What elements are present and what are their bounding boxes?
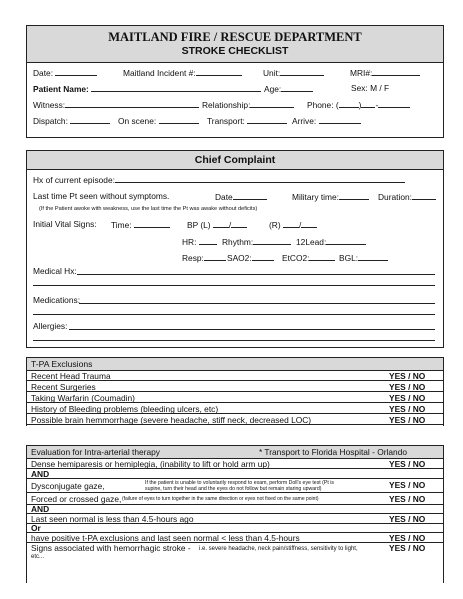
duration-label: Duration: (378, 192, 412, 202)
medications-input[interactable] (79, 303, 435, 304)
bp-left-label: BP (L) (187, 220, 211, 230)
transport-input[interactable] (247, 115, 287, 124)
etco2-input[interactable] (309, 252, 335, 261)
medical-hx-label: Medical Hx: (33, 266, 77, 276)
dispatch-label: Dispatch: (33, 116, 68, 126)
allergies-input[interactable] (69, 329, 435, 330)
phone-line-input[interactable] (378, 99, 410, 108)
tpa-exclusion-answer[interactable]: YES / NO (389, 404, 426, 414)
and-label-2: AND (31, 504, 50, 514)
rhythm-input[interactable] (253, 236, 291, 245)
hemorrhagic-answer[interactable]: YES / NO (389, 543, 426, 553)
hx-input[interactable] (115, 174, 405, 183)
tpa-exclusion-label: History of Bleeding problems (bleeding ulcers, etc) (31, 404, 219, 414)
tpa-header (27, 358, 443, 371)
unit-input[interactable] (280, 67, 324, 76)
row-divider (27, 380, 443, 381)
dolls-note-b: supine, turn their head and the eyes do not follow but remain staring upward) (145, 486, 322, 492)
sao2-label: SAO2: (227, 253, 252, 263)
tpa-exclusions-box (26, 357, 444, 426)
dispatch-input[interactable] (70, 115, 110, 124)
medications-line-2[interactable] (33, 314, 435, 315)
patient-name-input[interactable] (91, 83, 261, 92)
age-label: Age: (264, 84, 282, 94)
sao2-field[interactable] (227, 252, 274, 263)
vitals-time-label: Time: (111, 220, 132, 230)
tpa-title: T-PA Exclusions (31, 359, 93, 369)
sao2-input[interactable] (252, 252, 274, 261)
tpa-exclusion-answer[interactable]: YES / NO (389, 393, 426, 403)
arrive-input[interactable] (319, 115, 361, 124)
resp-label: Resp: (182, 253, 204, 263)
mri-input[interactable] (372, 67, 420, 76)
tpa-exclusion-answer[interactable]: YES / NO (389, 371, 426, 381)
hx-label: Hx of current episode: (33, 175, 115, 185)
lead12-input[interactable] (326, 236, 366, 245)
mri-field[interactable] (350, 67, 420, 78)
evaluation-title: Evaluation for Intra-arterial therapy (31, 447, 160, 457)
bp-right-slash: / (298, 220, 302, 230)
row-divider (27, 478, 443, 479)
bp-left-slash: / (228, 220, 232, 230)
transport-label: Transport: (207, 116, 245, 126)
phone-area-input[interactable] (339, 99, 359, 108)
chief-complaint-header (27, 151, 443, 170)
incident-input[interactable] (196, 67, 242, 76)
hemorrhagic-note-a: i.e. severe headache, neck pain/stiffness, sensitivity to light, (199, 546, 358, 552)
row-divider (27, 413, 443, 414)
military-time-field[interactable] (292, 191, 369, 202)
vitals-time-input[interactable] (134, 219, 170, 228)
and-label-1: AND (31, 469, 50, 479)
mri-label: MRI#: (350, 68, 373, 78)
military-time-label: Military time: (292, 192, 339, 202)
resp-input[interactable] (204, 252, 226, 261)
forced-gaze-note: (failure of eyes to turn together in the same direction or eyes not fixed on the same point) (122, 496, 319, 502)
on-scene-label: On scene: (118, 116, 157, 126)
hr-field[interactable] (182, 236, 217, 247)
bp-right-label: (R) (269, 220, 281, 230)
bp-left-field[interactable] (187, 219, 247, 230)
unit-field[interactable] (263, 67, 324, 78)
arrive-label: Arrive: (292, 116, 317, 126)
incident-field[interactable] (123, 67, 242, 78)
evaluation-header (27, 446, 443, 459)
cc-date-input[interactable] (233, 191, 267, 200)
vitals-time-field[interactable] (111, 219, 170, 230)
evaluation-box (26, 445, 444, 583)
incident-label: Maitland Incident #: (123, 68, 196, 78)
tpa-exclusion-label: Recent Head Trauma (31, 371, 111, 381)
witness-field[interactable] (33, 99, 199, 110)
cc-date-field[interactable] (215, 191, 267, 202)
allergies-label: Allergies: (33, 321, 68, 331)
phone-prefix-input[interactable] (358, 99, 375, 110)
transport-note: * Transport to Florida Hospital - Orlando (259, 447, 408, 457)
rhythm-label: Rhythm: (222, 237, 254, 247)
tpa-exclusion-label: Recent Surgeries (31, 382, 96, 392)
vitals-label: Initial Vital Signs: (33, 219, 97, 229)
phone-label: Phone: ( (307, 100, 339, 110)
sex-field[interactable]: Sex: M / F (351, 83, 390, 93)
hx-field[interactable] (33, 174, 405, 185)
chief-complaint-title: Chief Complaint (194, 154, 276, 166)
hemorrhagic-note-b: etc... (31, 554, 45, 560)
bp-right-dia-input[interactable] (298, 219, 317, 230)
relationship-field[interactable] (202, 99, 294, 110)
rhythm-field[interactable] (222, 236, 291, 247)
dispatch-field[interactable] (33, 115, 110, 126)
bp-left-sys-input[interactable] (213, 219, 232, 230)
forced-gaze: Forced or crossed gaze, (31, 494, 122, 504)
military-time-input[interactable] (339, 191, 369, 200)
lead12-field[interactable] (296, 236, 366, 247)
date-input[interactable] (55, 67, 97, 76)
dolls-note-a: If the patient is unable to voluntarily respond to exam, perform Doll's eye test (Pt is (145, 480, 334, 486)
on-scene-input[interactable] (159, 115, 199, 124)
tpa-exclusion-label: Taking Warfarin (Coumadin) (31, 393, 135, 403)
tpa-exclusion-label: Possible brain hemmorrhage (severe headache, stiff neck, decreased LOC) (31, 415, 312, 425)
relationship-input[interactable] (250, 99, 294, 108)
bp-right-field[interactable] (269, 219, 317, 230)
bp-right-sys-input[interactable] (283, 219, 302, 230)
row-divider (27, 523, 443, 524)
or-label: Or (31, 523, 41, 533)
row-divider (27, 402, 443, 403)
date-field[interactable] (33, 67, 97, 78)
tpa-exclusion-answer[interactable]: YES / NO (389, 382, 426, 392)
last-seen-answer[interactable]: YES / NO (389, 514, 426, 524)
row-divider (27, 492, 443, 493)
header-box (26, 25, 444, 138)
awoke-note: (If the Patient awoke with weakness, use the last time the Pt was awake without deficits) (39, 206, 258, 212)
dense-hemiparesis: Dense hemiparesis or hemiplegia, (inability to lift or hold arm up) (31, 459, 270, 469)
tpa-exclusion-answer[interactable]: YES / NO (389, 415, 426, 425)
bgl-field[interactable] (339, 252, 388, 263)
transport-field[interactable] (207, 115, 287, 126)
medical-hx-input[interactable] (77, 274, 435, 275)
row-divider (27, 424, 443, 425)
duration-field[interactable] (378, 191, 436, 202)
form-title: STROKE CHECKLIST (181, 45, 289, 57)
resp-field[interactable] (182, 252, 226, 263)
phone-dash: - (375, 100, 379, 110)
header-band (27, 26, 443, 63)
age-field[interactable] (264, 83, 313, 94)
row-divider (27, 504, 443, 505)
witness-label: Witness: (33, 100, 66, 110)
bp-left-dia-input[interactable] (228, 219, 247, 230)
relationship-label: Relationship: (202, 100, 251, 110)
positive-exclusions: have positive t-PA exclusions and last seen normal < less than 4.5-hours (31, 533, 300, 543)
dense-answer[interactable]: YES / NO (389, 459, 426, 469)
bgl-input[interactable] (358, 252, 388, 261)
cc-date-label: Date (215, 192, 233, 202)
phone-paren: ) (358, 100, 362, 110)
age-input[interactable] (281, 83, 313, 92)
patient-name-label: Patient Name: (33, 84, 89, 94)
hr-input[interactable] (199, 236, 217, 245)
department-title: MAITLAND FIRE / RESCUE DEPARTMENT (108, 30, 362, 44)
etco2-label: EtCO2: (282, 253, 310, 263)
chief-complaint-box (26, 150, 444, 348)
on-scene-field[interactable] (118, 115, 199, 126)
allergies-line-2[interactable] (33, 340, 435, 341)
arrive-field[interactable] (292, 115, 361, 126)
date-label: Date: (33, 68, 54, 78)
patient-name-field[interactable] (33, 83, 261, 94)
hemorrhagic-signs: Signs associated with hemorrhagic stroke - (31, 543, 191, 553)
forced-gaze-answer[interactable]: YES / NO (389, 494, 426, 504)
last-seen-normal: Last seen normal is less than 4.5-hours ago (31, 514, 194, 524)
lead12-label: 12Lead: (296, 237, 327, 247)
dysconjugate-gaze: Dysconjugate gaze, (31, 481, 105, 491)
row-divider (27, 468, 443, 469)
bgl-label: BGL: (339, 253, 359, 263)
etco2-field[interactable] (282, 252, 335, 263)
last-seen-label: Last time Pt seen without symptoms. (33, 191, 170, 201)
witness-input[interactable] (65, 99, 199, 108)
duration-input[interactable] (412, 191, 436, 200)
phone-field[interactable] (307, 99, 410, 110)
medical-hx-line-2[interactable] (33, 285, 435, 286)
dysconjugate-answer[interactable]: YES / NO (389, 480, 426, 490)
unit-label: Unit: (263, 68, 281, 78)
hr-label: HR: (182, 237, 197, 247)
row-divider (27, 391, 443, 392)
positive-answer[interactable]: YES / NO (389, 533, 426, 543)
medications-label: Medications: (33, 295, 81, 305)
